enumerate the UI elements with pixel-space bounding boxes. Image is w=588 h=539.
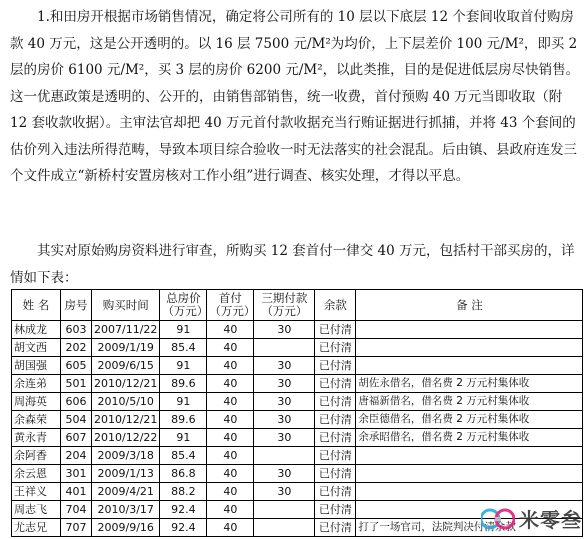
cell-balance: 已付清 bbox=[315, 501, 356, 519]
cell-third: 30 bbox=[254, 483, 315, 501]
cell-room: 504 bbox=[61, 411, 92, 429]
cell-room: 605 bbox=[61, 357, 92, 375]
cell-room: 704 bbox=[61, 501, 92, 519]
cell-room: 606 bbox=[61, 393, 92, 411]
cell-down: 40 bbox=[207, 465, 254, 483]
cell-total: 92.4 bbox=[160, 501, 207, 519]
cell-down: 40 bbox=[207, 411, 254, 429]
cell-total: 91 bbox=[160, 393, 207, 411]
cell-total: 85.4 bbox=[160, 447, 207, 465]
cell-total: 85.4 bbox=[160, 339, 207, 357]
cell-total: 89.6 bbox=[160, 411, 207, 429]
cell-balance: 已付清 bbox=[315, 375, 356, 393]
cell-time: 2007/11/22 bbox=[92, 321, 160, 339]
cell-third: 30 bbox=[254, 411, 315, 429]
cell-room: 401 bbox=[61, 483, 92, 501]
cell-room: 301 bbox=[61, 465, 92, 483]
cell-down: 40 bbox=[207, 375, 254, 393]
watermark-site-text: 米零叁 bbox=[519, 508, 582, 532]
cell-time: 2010/12/22 bbox=[92, 429, 160, 447]
cell-down: 40 bbox=[207, 429, 254, 447]
cell-name: 胡文西 bbox=[12, 339, 61, 357]
cell-balance: 已付清 bbox=[315, 447, 356, 465]
cell-name: 周海英 bbox=[12, 393, 61, 411]
table-row bbox=[12, 483, 583, 501]
cell-time: 2009/1/13 bbox=[92, 465, 160, 483]
cell-third bbox=[254, 447, 315, 465]
cell-total: 92.4 bbox=[160, 519, 207, 537]
cell-time: 2009/6/15 bbox=[92, 357, 160, 375]
cell-time: 2009/4/21 bbox=[92, 483, 160, 501]
cell-total: 91 bbox=[160, 321, 207, 339]
table-row bbox=[12, 411, 583, 429]
cell-third: 30 bbox=[254, 321, 315, 339]
cell-down: 40 bbox=[207, 483, 254, 501]
cell-third: 30 bbox=[254, 429, 315, 447]
cell-note: 打了一场官司，法院判决付清余款 bbox=[356, 519, 583, 537]
table-header-row bbox=[12, 290, 583, 321]
cell-name: 黄永青 bbox=[12, 429, 61, 447]
cell-room: 603 bbox=[61, 321, 92, 339]
cell-name: 余云恩 bbox=[12, 465, 61, 483]
cell-third: 30 bbox=[254, 357, 315, 375]
cell-balance: 已付清 bbox=[315, 321, 356, 339]
cell-time: 2009/1/19 bbox=[92, 339, 160, 357]
cell-time: 2009/3/18 bbox=[92, 447, 160, 465]
cell-name: 余阿香 bbox=[12, 447, 61, 465]
cell-name: 尤志兄 bbox=[12, 519, 61, 537]
cell-time: 2010/3/17 bbox=[92, 501, 160, 519]
header-room: 房号 bbox=[61, 290, 92, 321]
cell-total: 91 bbox=[160, 357, 207, 375]
cell-time: 2010/12/21 bbox=[92, 375, 160, 393]
cell-balance: 已付清 bbox=[315, 483, 356, 501]
cell-balance: 已付清 bbox=[315, 393, 356, 411]
table-row bbox=[12, 429, 583, 447]
cell-total: 91 bbox=[160, 429, 207, 447]
header-balance: 余款 bbox=[315, 290, 356, 321]
cell-note bbox=[356, 339, 583, 357]
cell-note: 胡佐永借名，借名费 2 万元村集体收 bbox=[356, 375, 583, 393]
cell-third bbox=[254, 519, 315, 537]
header-name: 姓 名 bbox=[12, 290, 61, 321]
table-row bbox=[12, 465, 583, 483]
cell-room: 707 bbox=[61, 519, 92, 537]
cell-balance: 已付清 bbox=[315, 519, 356, 537]
cell-room: 501 bbox=[61, 375, 92, 393]
cell-time: 2010/5/10 bbox=[92, 393, 160, 411]
header-note: 备 注 bbox=[356, 290, 583, 321]
cell-room: 202 bbox=[61, 339, 92, 357]
paragraph-summary: 其实对原始购房资料进行审查，所购买 12 套首付一律交 40 万元，包括村干部买房的，详情如下表： bbox=[10, 243, 575, 286]
cell-total: 88.2 bbox=[160, 483, 207, 501]
table-row bbox=[12, 321, 583, 339]
cell-balance: 已付清 bbox=[315, 357, 356, 375]
cell-down: 40 bbox=[207, 447, 254, 465]
cell-total: 86.8 bbox=[160, 465, 207, 483]
site-logo-icon bbox=[481, 507, 515, 531]
cell-name: 胡国强 bbox=[12, 357, 61, 375]
table-row bbox=[12, 357, 583, 375]
table-row bbox=[12, 393, 583, 411]
cell-balance: 已付清 bbox=[315, 411, 356, 429]
cell-down: 40 bbox=[207, 339, 254, 357]
paragraph-intro: 1.和田房开根据市场销售情况，确定将公司所有的 10 层以下底层 12 个套间收取首付购房款 40 万元，这是公开透明的。以 16 层 7500 元/M²为均价，上下层差价 100 元/M²，即买 2 层的房价 6100 元/M²，买 3 层的房价 6200 元/M²，以此类推，目的是促进低层房尽快销售。这一优惠政策是透明的、公开的，由销售部销售，统一收费，首付预购 40 万元当即收取（附 12 套收款收据）。主审法官却把 40 万元首付款收据充当行贿证据进行抓捕，并将 43 个套间的估价列入违法所得范畴，导致本项目综合验收一时无法落实的社会混乱。后由镇、县政府连发三个文件成立“新桥村安置房核对工作小组”进行调查、核实处理，才得以平息。 bbox=[10, 9, 580, 184]
cell-note: 余臣德借名，借名费 2 万元村集体收 bbox=[356, 411, 583, 429]
site-watermark bbox=[481, 504, 582, 533]
cell-note: 余承昭借名，借名费 2 万元村集体收 bbox=[356, 429, 583, 447]
cell-name: 林成龙 bbox=[12, 321, 61, 339]
cell-time: 2010/12/21 bbox=[92, 411, 160, 429]
header-down: 首付（万元） bbox=[207, 290, 254, 321]
cell-note bbox=[356, 357, 583, 375]
cell-down: 40 bbox=[207, 393, 254, 411]
cell-third bbox=[254, 501, 315, 519]
cell-note bbox=[356, 465, 583, 483]
cell-balance: 已付清 bbox=[315, 429, 356, 447]
cell-note bbox=[356, 321, 583, 339]
cell-room: 607 bbox=[61, 429, 92, 447]
cell-third bbox=[254, 339, 315, 357]
cell-total: 89.6 bbox=[160, 375, 207, 393]
header-total: 总房价（万元） bbox=[160, 290, 207, 321]
cell-note: 唐福新借名，借名费 2 万元村集体收 bbox=[356, 393, 583, 411]
cell-down: 40 bbox=[207, 501, 254, 519]
cell-third: 30 bbox=[254, 375, 315, 393]
purchase-records-table bbox=[11, 289, 583, 537]
cell-third: 30 bbox=[254, 393, 315, 411]
cell-balance: 已付清 bbox=[315, 465, 356, 483]
cell-down: 40 bbox=[207, 321, 254, 339]
table-row bbox=[12, 375, 583, 393]
cell-name: 余连弟 bbox=[12, 375, 61, 393]
cell-time: 2009/9/16 bbox=[92, 519, 160, 537]
header-time: 购买时间 bbox=[92, 290, 160, 321]
cell-room: 204 bbox=[61, 447, 92, 465]
cell-name: 王祥义 bbox=[12, 483, 61, 501]
cell-note bbox=[356, 447, 583, 465]
cell-note bbox=[356, 483, 583, 501]
header-third: 三期付款（万元） bbox=[254, 290, 315, 321]
table-row bbox=[12, 339, 583, 357]
cell-balance: 已付清 bbox=[315, 339, 356, 357]
cell-name: 周志飞 bbox=[12, 501, 61, 519]
cell-down: 40 bbox=[207, 357, 254, 375]
cell-down: 40 bbox=[207, 519, 254, 537]
cell-name: 余森荣 bbox=[12, 411, 61, 429]
cell-third: 30 bbox=[254, 465, 315, 483]
table-row bbox=[12, 447, 583, 465]
